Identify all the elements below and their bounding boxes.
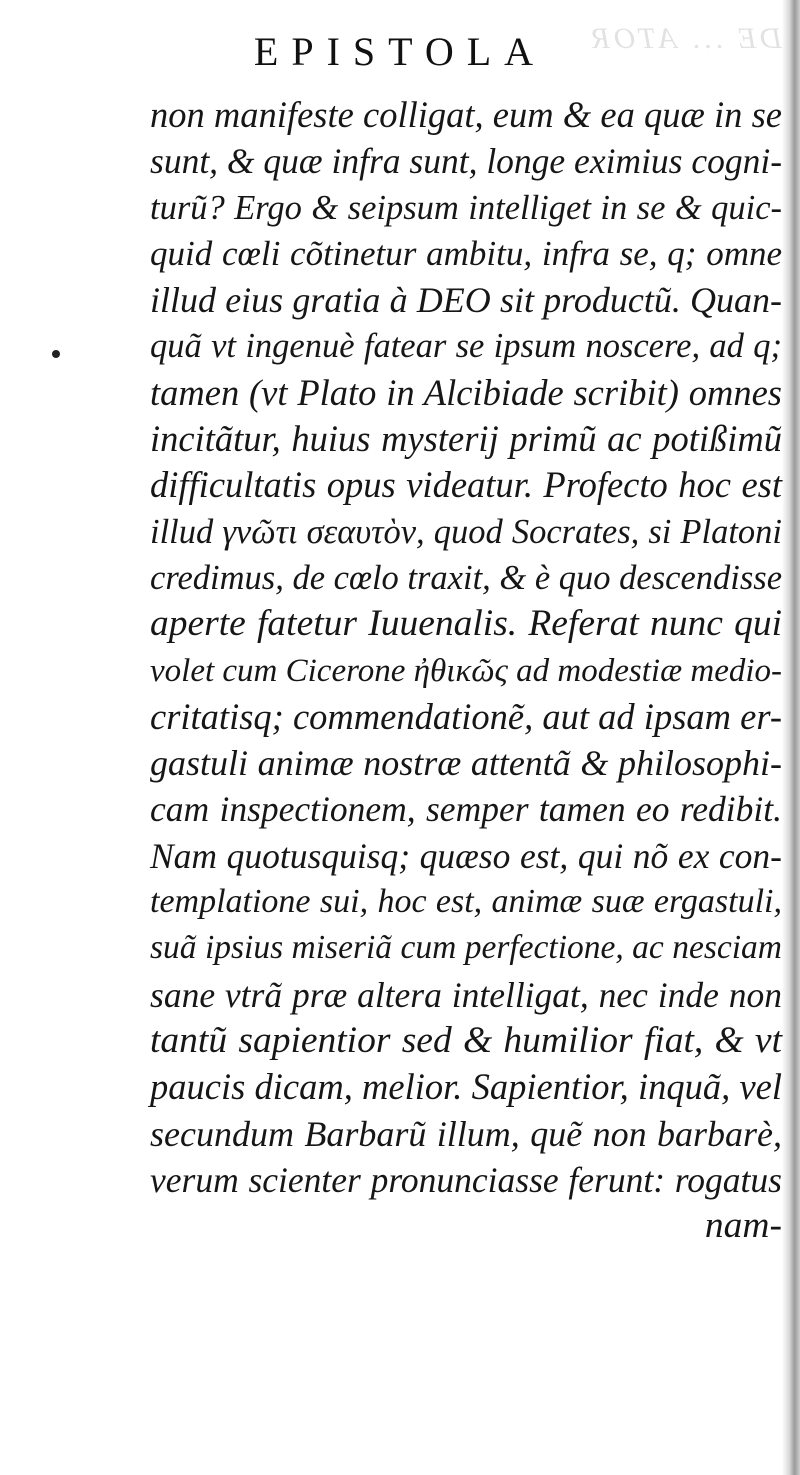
- text-line: tamen (vt Plato in Alcibiade scribit) omnes: [150, 371, 782, 413]
- text-line: turũ? Ergo & seipsum intelliget in se & quic-: [150, 188, 782, 227]
- text-line: Nam quotusquisq; quæso est, qui nõ ex con-: [150, 835, 782, 876]
- text-line: cam inspectionem, semper tamen eo redibit.: [150, 789, 782, 830]
- text-line: illud eius gratia à DEO sit productũ. Quan-: [150, 280, 782, 321]
- text-line: paucis dicam, melior. Sapientior, inquã, vel: [150, 1066, 782, 1108]
- text-line: critatisq; commendationẽ, aut ad ipsam er-: [150, 695, 782, 737]
- text-line: non manifeste colligat, eum & ea quæ in se: [150, 94, 782, 135]
- text-line: quid cœli cõtinetur ambitu, infra se, q; omne: [150, 233, 782, 273]
- catchword: nam-: [704, 1205, 782, 1247]
- text-line: difficultatis opus videatur. Profecto hoc est: [150, 464, 782, 506]
- bleed-through-text: DE ... ATOR: [587, 22, 782, 55]
- text-line: sunt, & quæ infra sunt, longe eximius cogni-: [150, 141, 783, 182]
- text-line: volet cum Cicerone ἠθικῶς ad modestiæ medio-: [150, 652, 782, 689]
- text-line: suã ipsius miseriã cum perfectione, ac nesciam: [150, 929, 782, 967]
- text-line: tantũ sapientior sed & humilior fiat, & vt: [150, 1019, 782, 1061]
- text-line: secundum Barbarũ illum, quẽ non barbarè,: [150, 1113, 782, 1154]
- body-text: [150, 92, 782, 1249]
- text-line: illud γνῶτι σεαυτὸν, quod Socrates, si Platoni: [150, 512, 782, 551]
- text-line: gastuli animæ nostræ attentã & philosophi-: [150, 743, 782, 784]
- text-line: quã vt ingenuè fatear se ipsum noscere, ad q;: [150, 327, 782, 366]
- text-line: credimus, de cœlo traxit, & è quo descendisse: [150, 558, 783, 597]
- text-line: aperte fatetur Iuuenalis. Referat nunc qui: [150, 603, 782, 645]
- text-line: incitãtur, huius mysterij primũ ac potißimũ: [150, 418, 782, 460]
- running-header: EPISTOLA: [253, 29, 547, 74]
- text-line: sane vtrã præ altera intelligat, nec inde non: [150, 974, 782, 1015]
- text-line: templatione sui, hoc est, animæ suæ ergastuli,: [150, 883, 782, 921]
- page-edge-shadow: [782, 0, 800, 1475]
- text-line: verum scienter pronunciasse ferunt: rogatus: [150, 1159, 782, 1200]
- ink-speck: [52, 350, 60, 358]
